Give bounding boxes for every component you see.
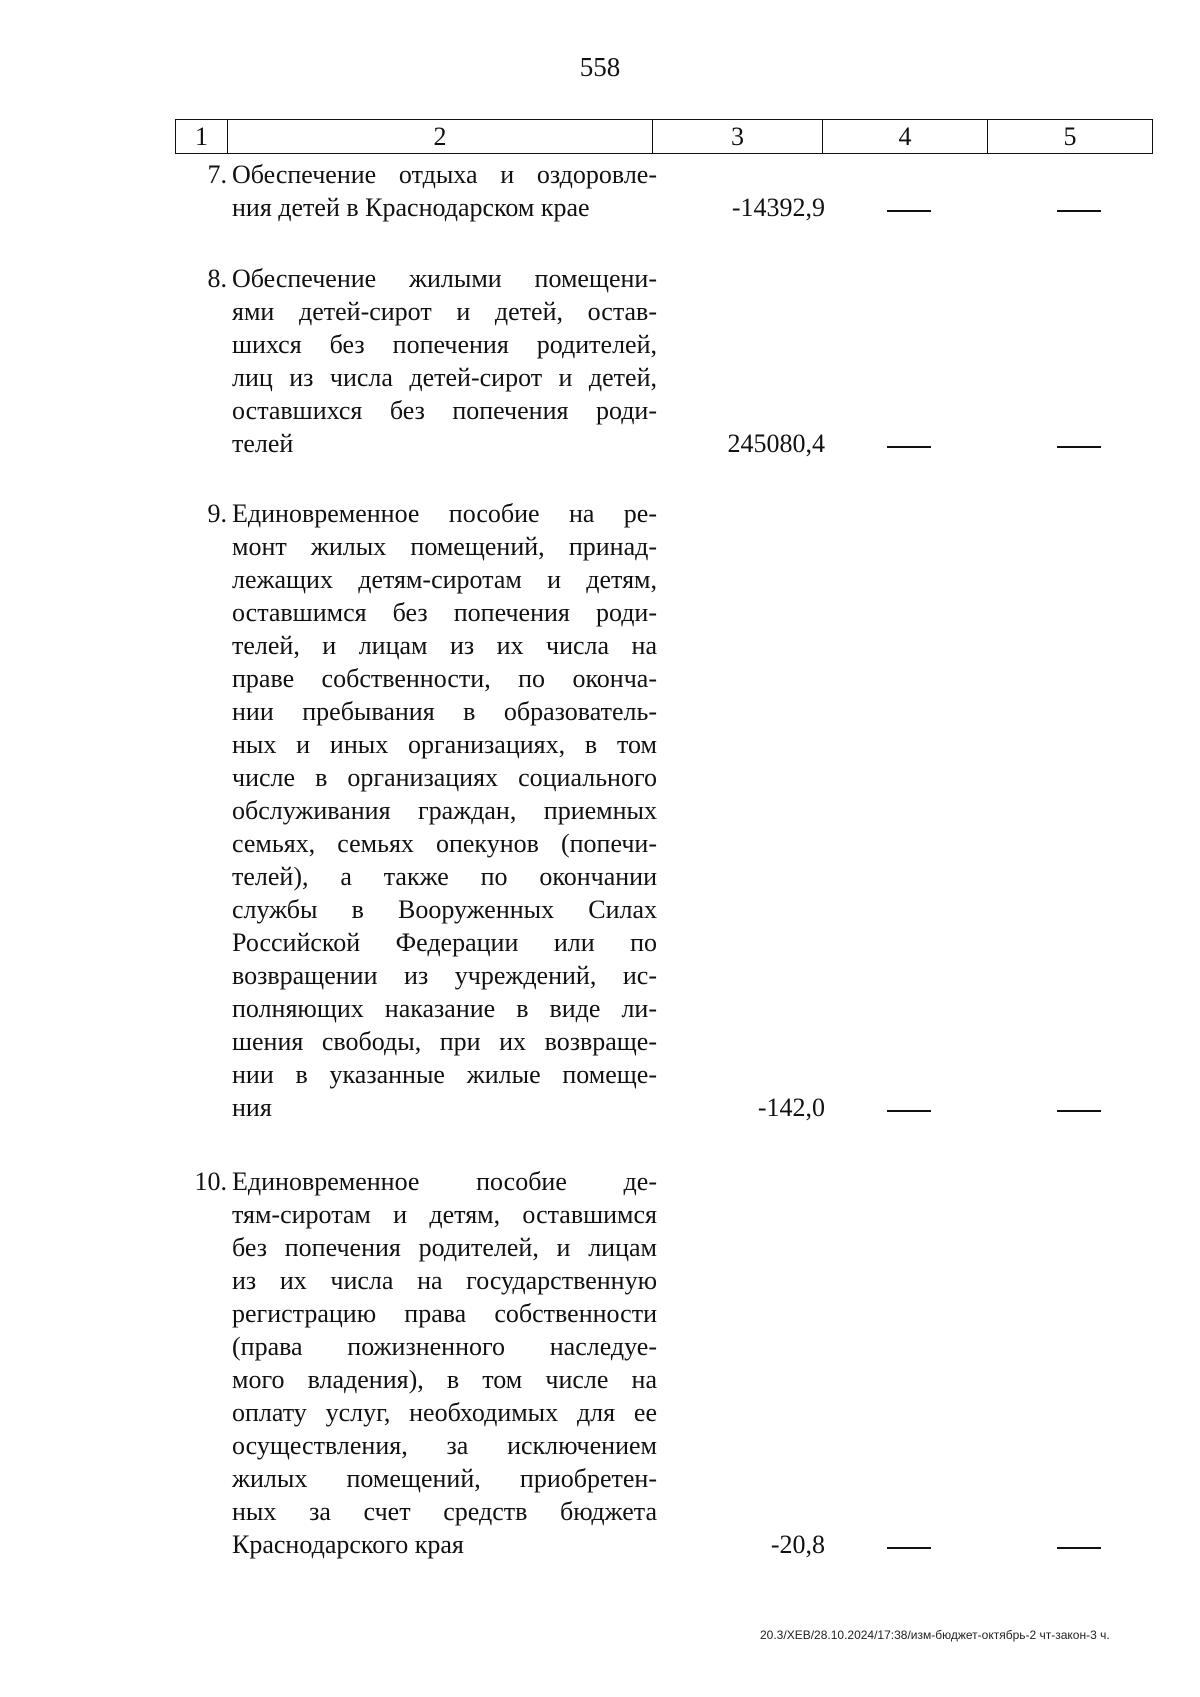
description-line: ния детей в Краснодарском крае xyxy=(232,193,590,222)
description-line: лежащих детям-сиротам и детям, xyxy=(232,565,657,594)
col4-dash xyxy=(887,1547,931,1549)
description-line: обслуживания граждан, приемных xyxy=(232,796,657,825)
description-line: телей), а также по окончании xyxy=(232,862,657,891)
description-line: телей xyxy=(232,429,294,458)
row-number: 8. xyxy=(207,264,227,293)
row-value: 245080,4 xyxy=(727,429,825,458)
row-number: 10. xyxy=(194,1167,227,1196)
description-line: шихся без попечения родителей, xyxy=(232,330,657,359)
description-line: возвращении из учреждений, ис- xyxy=(232,961,657,990)
description-line: ями детей-сирот и детей, остав- xyxy=(232,297,657,326)
description-line: Единовременное пособие де- xyxy=(232,1167,657,1196)
column-header-4: 4 xyxy=(823,120,988,154)
description-line: без попечения родителей, и лицам xyxy=(232,1233,657,1262)
row-number: 7. xyxy=(207,160,227,189)
description-line: оплату услуг, необходимых для ее xyxy=(232,1398,657,1427)
description-line: ния xyxy=(232,1093,272,1122)
description-line: осуществления, за исключением xyxy=(232,1431,657,1460)
description-line: числе в организациях социального xyxy=(232,763,657,792)
column-header-table xyxy=(175,119,1153,154)
description-line: регистрацию права собственности xyxy=(232,1299,657,1328)
description-line: ных за счет средств бюджета xyxy=(232,1497,657,1526)
description-line: Единовременное пособие на ре- xyxy=(232,499,657,528)
col5-dash xyxy=(1057,210,1101,212)
col5-dash xyxy=(1057,446,1101,448)
row-description xyxy=(232,262,657,460)
description-line: семьях, семьях опекунов (попечи- xyxy=(232,829,657,858)
description-line: жилых помещений, приобретен- xyxy=(232,1464,657,1493)
description-line: монт жилых помещений, принад- xyxy=(232,532,657,561)
description-line: оставшимся без попечения роди- xyxy=(232,598,657,627)
description-line: лиц из числа детей-сирот и детей, xyxy=(232,363,657,392)
col4-dash xyxy=(887,210,931,212)
description-line: службы в Вооруженных Силах xyxy=(232,895,657,924)
description-line: (права пожизненного наследуе- xyxy=(232,1332,657,1361)
col5-dash xyxy=(1057,1110,1101,1112)
description-line: Обеспечение жилыми помещени- xyxy=(232,264,657,293)
column-header-5: 5 xyxy=(988,120,1153,154)
row-description xyxy=(232,497,657,1124)
col4-dash xyxy=(887,1110,931,1112)
description-line: ных и иных организациях, в том xyxy=(232,730,657,759)
description-line: нии в указанные жилые помеще- xyxy=(232,1060,657,1089)
description-line: оставшихся без попечения роди- xyxy=(232,396,657,425)
col4-dash xyxy=(887,446,931,448)
description-line: мого владения), в том числе на xyxy=(232,1365,657,1394)
description-line: нии пребывания в образователь- xyxy=(232,697,657,726)
page-number: 558 xyxy=(579,52,621,82)
column-header-1: 1 xyxy=(176,120,228,154)
col5-dash xyxy=(1057,1547,1101,1549)
column-header-2: 2 xyxy=(228,120,653,154)
row-value: -142,0 xyxy=(757,1093,825,1122)
document-footer: 20.3/ХЕВ/28.10.2024/17:38/изм-бюджет-октябрь-2 чт-закон-3 ч. xyxy=(760,1628,1110,1642)
column-header-row xyxy=(176,120,1153,154)
description-line: телей, и лицам из их числа на xyxy=(232,631,657,660)
row-description xyxy=(232,158,657,224)
description-line: Краснодарского края xyxy=(232,1530,464,1559)
description-line: праве собственности, по оконча- xyxy=(232,664,657,693)
row-number: 9. xyxy=(207,499,227,528)
description-line: полняющих наказание в виде ли- xyxy=(232,994,657,1023)
row-value: -14392,9 xyxy=(731,193,825,222)
row-description xyxy=(232,1165,657,1561)
description-line: шения свободы, при их возвраще- xyxy=(232,1027,657,1056)
description-line: тям-сиротам и детям, оставшимся xyxy=(232,1200,657,1229)
description-line: Обеспечение отдыха и оздоровле- xyxy=(232,160,657,189)
row-value: -20,8 xyxy=(770,1530,825,1559)
description-line: Российской Федерации или по xyxy=(232,928,657,957)
column-header-3: 3 xyxy=(653,120,823,154)
description-line: из их числа на государственную xyxy=(232,1266,657,1295)
